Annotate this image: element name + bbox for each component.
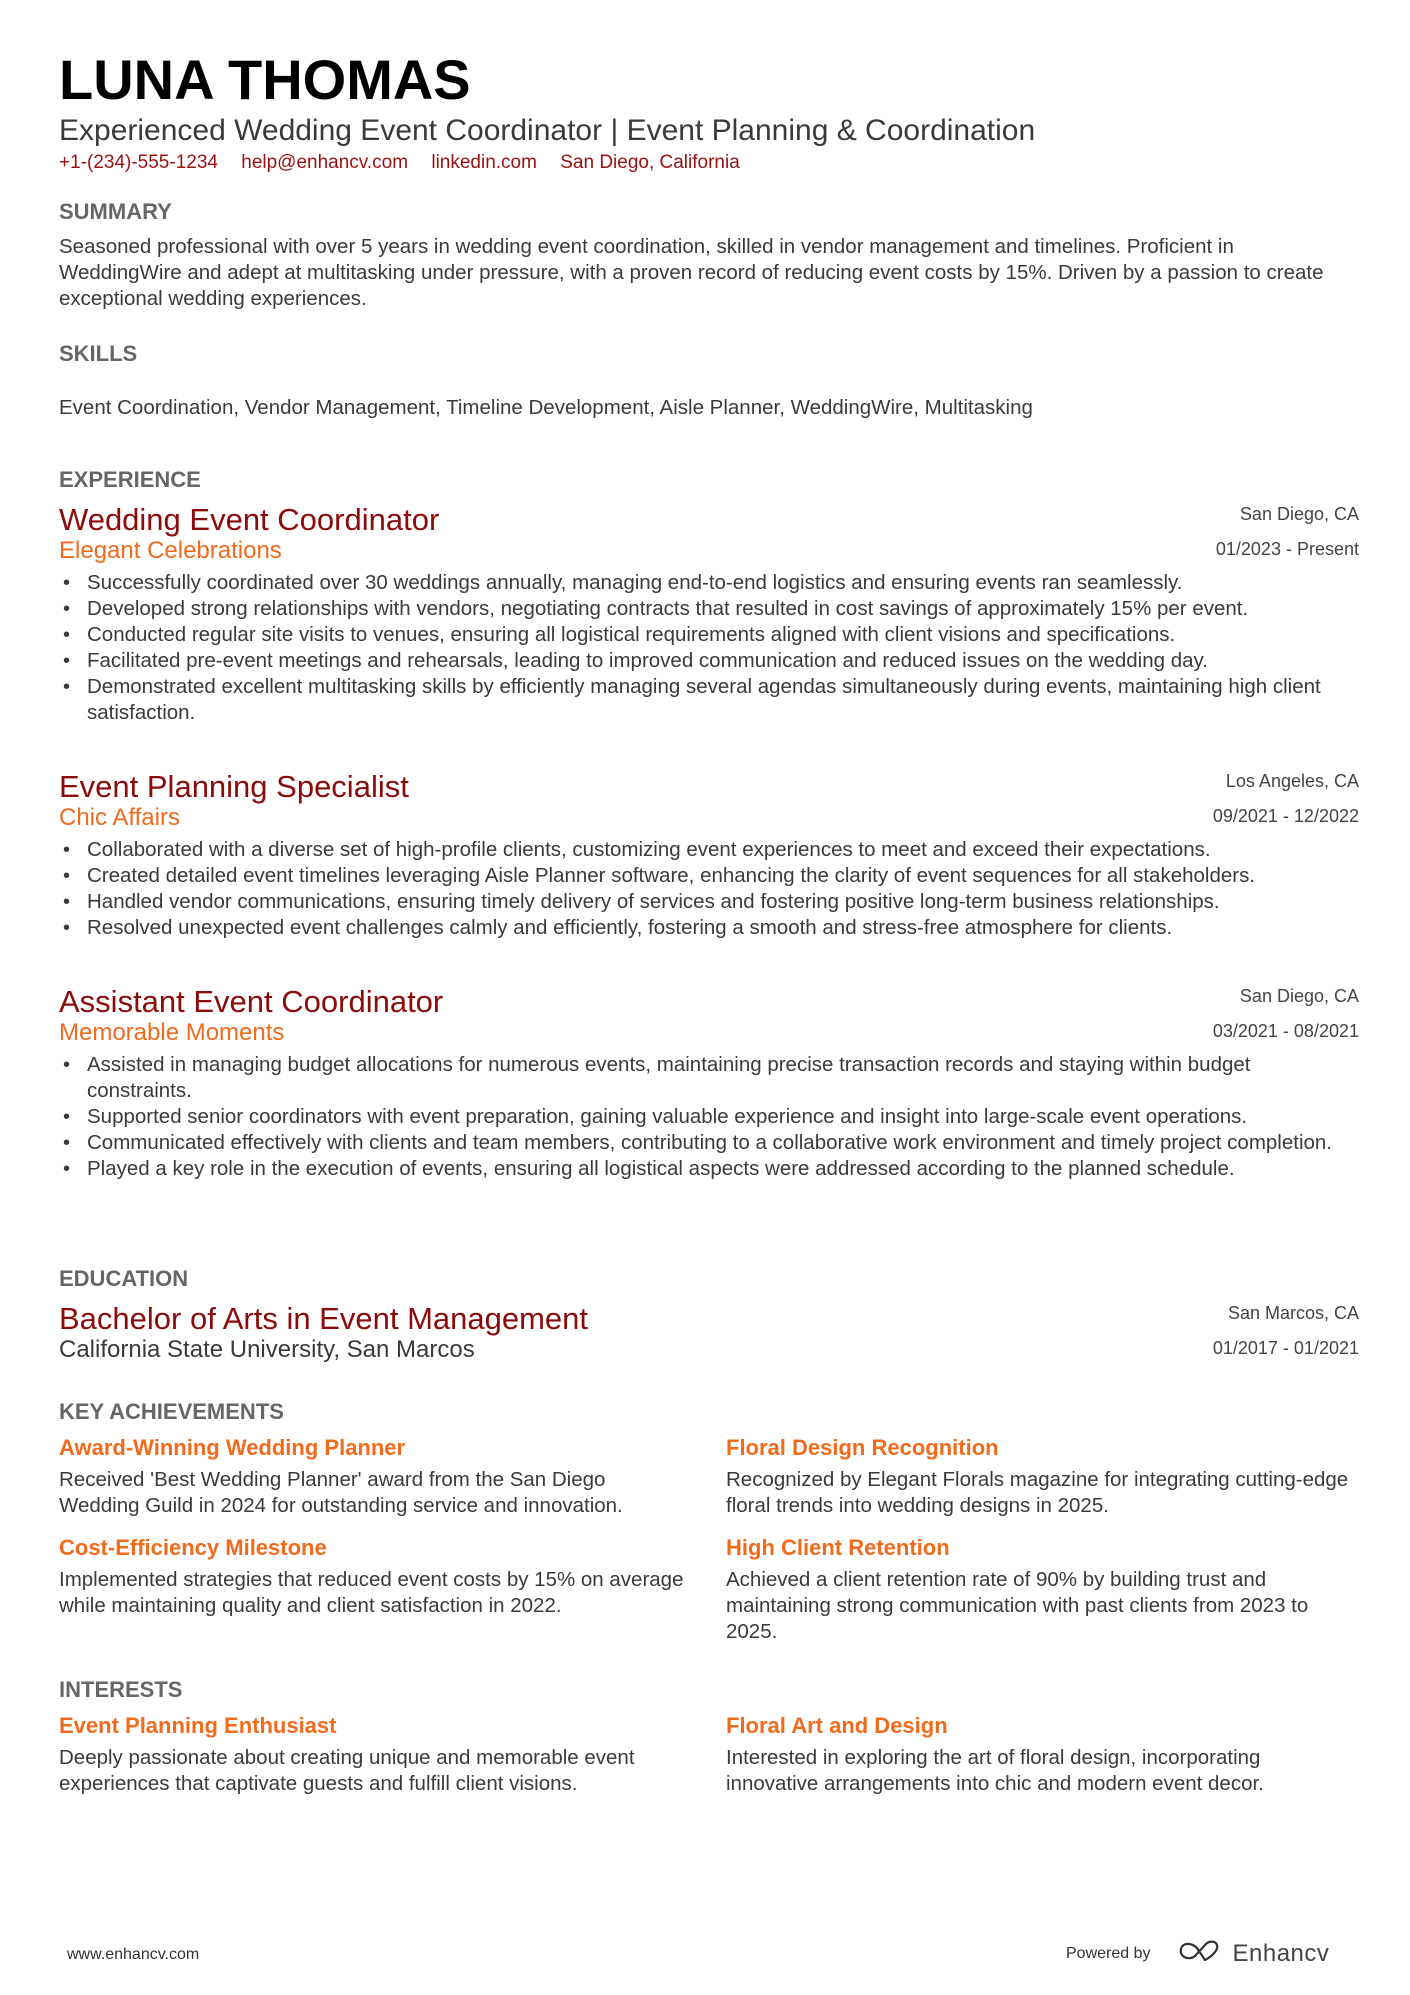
bullet-item: • Demonstrated excellent multitasking skills by efficiently managing several agendas simultaneously during events, maintaining high client satisfaction. (59, 674, 1359, 726)
skills-text: Event Coordination, Vendor Management, Timeline Development, Aisle Planner, WeddingWire, Multitasking (59, 396, 1033, 419)
job-dates: 01/2023 - Present (1215, 539, 1359, 559)
job-company: Chic Affairs (59, 804, 180, 831)
job-meta (1216, 504, 1359, 574)
summary-text: Seasoned professional with over 5 years in wedding event coordination, skilled in vendor management and timelines. Proficient in WeddingWire and adept at multitasking under pressure, with a proven record of reducing event costs by 15%. Driven by a passion to create exceptional wedding experiences. (59, 235, 1324, 310)
education-location: San Marcos, CA (1227, 1303, 1359, 1323)
bullet-item: • Played a key role in the execution of events, ensuring all logistical aspects were addressed according to the planned schedule. (59, 1156, 1359, 1182)
interest-desc: Interested in exploring the art of floral design, incorporating innovative arrangements into chic and modern event decor. (726, 1746, 1264, 1795)
bullet-item: • Resolved unexpected event challenges calmly and efficiently, fostering a smooth and stress-free atmosphere for clients. (59, 915, 1359, 941)
bullet-item: • Facilitated pre-event meetings and rehearsals, leading to improved communication and reduced issues on the wedding day. (59, 648, 1359, 674)
email-link[interactable]: help@enhancv.com (241, 152, 409, 173)
experience-heading: EXPERIENCE (59, 467, 201, 492)
achievement-item (59, 1434, 689, 1519)
achievement-desc: Implemented strategies that reduced event costs by 15% on average while maintaining quality and client satisfaction in 2022. (59, 1568, 684, 1617)
achievement-title: Cost-Efficiency Milestone (59, 1535, 327, 1560)
achievement-title: High Client Retention (726, 1535, 950, 1560)
school-name: California State University, San Marcos (59, 1336, 475, 1363)
bullet-item: • Conducted regular site visits to venues, ensuring all logistical requirements aligned with client visions and specifications. (59, 622, 1359, 648)
headline: Experienced Wedding Event Coordinator | Event Planning & Coordination (59, 114, 1036, 147)
interest-title: Floral Art and Design (726, 1713, 948, 1738)
achievement-title: Floral Design Recognition (726, 1435, 999, 1460)
degree-title: Bachelor of Arts in Event Management (59, 1301, 589, 1336)
education-heading: EDUCATION (59, 1266, 189, 1291)
footer-website-link[interactable]: www.enhancv.com (67, 1946, 200, 1963)
job-title: Assistant Event Coordinator (59, 984, 444, 1019)
achievement-title: Award-Winning Wedding Planner (59, 1435, 406, 1460)
enhancv-logo-icon (1177, 1938, 1223, 1969)
enhancv-brand-name: Enhancv (1232, 1939, 1330, 1967)
bullet-item: • Successfully coordinated over 30 weddings annually, managing end-to-end logistics and ensuring events ran seamlessly. (59, 570, 1359, 596)
job-meta (1213, 771, 1359, 841)
bullet-item: • Collaborated with a diverse set of high-profile clients, customizing event experiences to meet and exceed their expectations. (59, 837, 1359, 863)
location-text: San Diego, California (560, 152, 740, 173)
footer-branding[interactable] (1066, 1938, 1329, 1969)
job-bullets (59, 570, 1359, 726)
achievement-desc: Achieved a client retention rate of 90% by building trust and maintaining strong communication with past clients from 2023 to 2025. (726, 1568, 1309, 1643)
achievement-desc: Recognized by Elegant Florals magazine for integrating cutting-edge floral trends into wedding designs in 2025. (726, 1468, 1349, 1517)
bullet-item: • Assisted in managing budget allocations for numerous events, maintaining precise transaction records and staying within budget constraints. (59, 1052, 1359, 1104)
job-company: Memorable Moments (59, 1019, 285, 1046)
education-entry (59, 1301, 1359, 1367)
candidate-name: LUNA THOMAS (59, 48, 471, 111)
interest-item (726, 1712, 1356, 1797)
contact-line (59, 151, 758, 175)
interest-title: Event Planning Enthusiast (59, 1713, 337, 1738)
job-location: Los Angeles, CA (1225, 771, 1359, 791)
bullet-item: • Supported senior coordinators with event preparation, gaining valuable experience and insight into large-scale event operations. (59, 1104, 1359, 1130)
bullet-item: • Created detailed event timelines leveraging Aisle Planner software, enhancing the clarity of event sequences for all stakeholders. (59, 863, 1359, 889)
job-bullets (59, 837, 1359, 941)
education-meta (1213, 1303, 1359, 1373)
interest-item (59, 1712, 689, 1797)
job-title: Wedding Event Coordinator (59, 502, 440, 537)
job-entry (59, 984, 1359, 1182)
achievement-desc: Received 'Best Wedding Planner' award from the San Diego Wedding Guild in 2024 for outstanding service and innovation. (59, 1468, 623, 1517)
skills-heading: SKILLS (59, 341, 138, 366)
job-location: San Diego, CA (1239, 986, 1359, 1006)
achievement-item (726, 1434, 1356, 1519)
job-dates: 03/2021 - 08/2021 (1212, 1021, 1359, 1041)
summary-heading: SUMMARY (59, 199, 172, 224)
job-title: Event Planning Specialist (59, 769, 409, 804)
bullet-item: • Developed strong relationships with vendors, negotiating contracts that resulted in cost savings of approximately 15% per event. (59, 596, 1359, 622)
job-dates: 09/2021 - 12/2022 (1212, 806, 1359, 826)
achievement-item (726, 1534, 1356, 1645)
bullet-item: • Communicated effectively with clients and team members, contributing to a collaborative work environment and timely project completion. (59, 1130, 1359, 1156)
job-meta (1213, 986, 1359, 1056)
job-entry (59, 502, 1359, 726)
achievements-heading: KEY ACHIEVEMENTS (59, 1399, 284, 1424)
interest-desc: Deeply passionate about creating unique and memorable event experiences that captivate guests and fulfill client visions. (59, 1746, 635, 1795)
linkedin-link[interactable]: linkedin.com (431, 152, 537, 173)
phone-link[interactable]: +1-(234)-555-1234 (59, 152, 218, 173)
interests-heading: INTERESTS (59, 1677, 183, 1702)
job-bullets (59, 1052, 1359, 1182)
education-dates: 01/2017 - 01/2021 (1212, 1338, 1359, 1358)
achievement-item (59, 1534, 689, 1619)
job-company: Elegant Celebrations (59, 537, 282, 564)
job-location: San Diego, CA (1239, 504, 1359, 524)
powered-by-label: Powered by (1066, 1944, 1151, 1962)
bullet-item: • Handled vendor communications, ensuring timely delivery of services and fostering positive long-term business relationships. (59, 889, 1359, 915)
job-entry (59, 769, 1359, 941)
